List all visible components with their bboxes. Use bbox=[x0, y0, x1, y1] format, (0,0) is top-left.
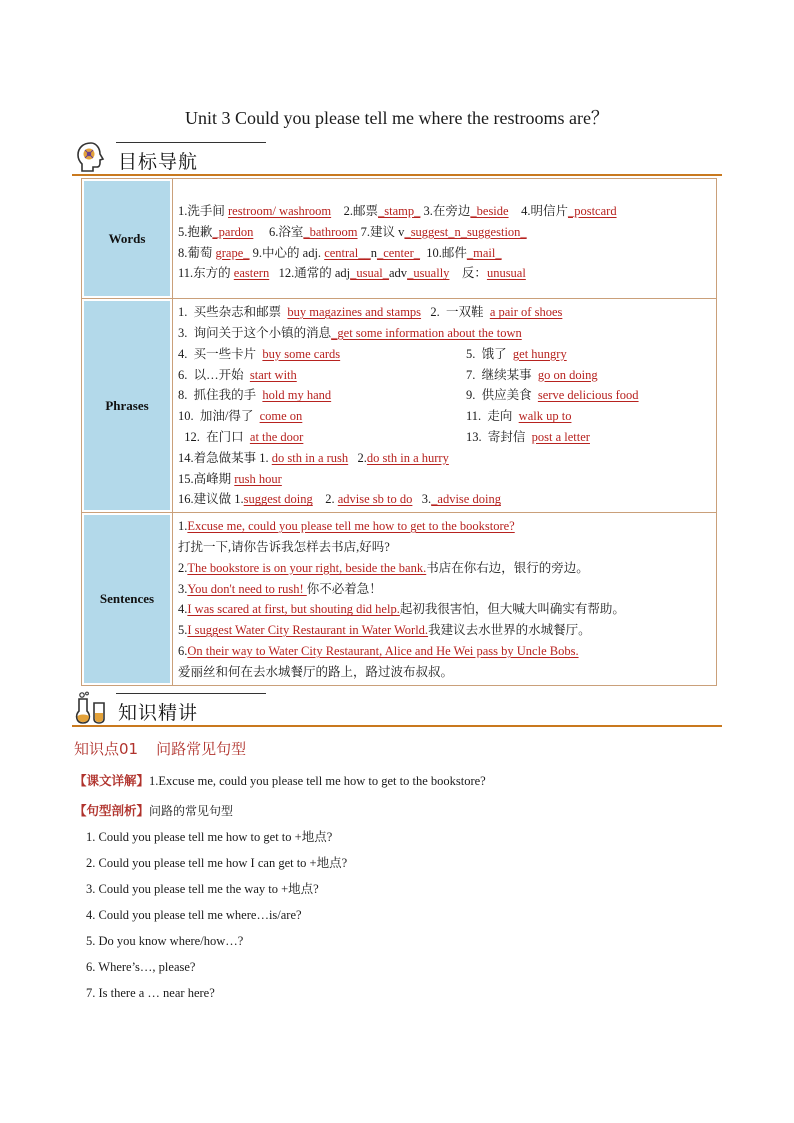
pattern-list bbox=[86, 828, 347, 1010]
row-header-phrases: Phrases bbox=[82, 299, 172, 512]
phrase-column-left bbox=[178, 305, 562, 319]
answer-text: rush hour bbox=[234, 471, 282, 486]
knowledge-point-title: 问路常见句型 bbox=[156, 740, 247, 758]
sentence-line bbox=[178, 579, 712, 600]
flask-icon bbox=[74, 691, 108, 725]
table-row-sentences bbox=[82, 513, 716, 684]
section-title: 目标导航 bbox=[118, 151, 199, 173]
prompt-text: 爱丽丝和何在去水城餐厅的路上，路过波布叔叔。 bbox=[178, 664, 454, 679]
prompt-text: 1.洗手间 bbox=[178, 204, 229, 218]
header-decoration-line bbox=[116, 693, 266, 694]
phrase-column-left bbox=[178, 430, 303, 444]
section-divider bbox=[72, 725, 722, 727]
answer-text: _mail_ bbox=[466, 245, 502, 260]
phrase-line bbox=[178, 427, 712, 448]
phrase-column-left bbox=[178, 368, 297, 382]
answer-text: The bookstore is on your right, beside the bank. bbox=[187, 560, 427, 575]
answer-text: _beside bbox=[470, 204, 509, 218]
row-header-words: Words bbox=[82, 179, 172, 298]
answer-text: _suggest_n_suggestion_ bbox=[404, 224, 527, 239]
phrase-column-left bbox=[178, 409, 302, 423]
phrase-line bbox=[178, 323, 712, 344]
phrase-column-right bbox=[466, 365, 598, 386]
prompt-text: 8.葡萄 bbox=[178, 245, 216, 260]
answer-text: _usually bbox=[407, 266, 450, 281]
phrase-line bbox=[178, 469, 712, 490]
answer-text: hold my hand bbox=[262, 388, 332, 403]
answer-text: advise sb to do bbox=[337, 492, 413, 507]
prompt-text: 14.着急做某事 1. bbox=[178, 450, 272, 465]
phrase-column-right bbox=[466, 385, 639, 406]
prompt-text: 4. bbox=[178, 602, 188, 617]
prompt-text: 9. 供应美食 bbox=[466, 388, 538, 403]
word-line bbox=[178, 222, 712, 243]
section-header-knowledge bbox=[72, 691, 722, 727]
pattern-item: 2. Could you please tell me how I can get to +地点? bbox=[86, 856, 348, 870]
prompt-text: 6.浴室 bbox=[253, 224, 304, 239]
prompt-text: 11.东方的 bbox=[178, 266, 234, 281]
pattern-item: 4. Could you please tell me where…is/are? bbox=[86, 908, 302, 922]
answer-text: do sth in a hurry bbox=[366, 450, 449, 465]
pattern-item: 1. Could you please tell me how to get to +地点? bbox=[86, 830, 333, 844]
word-line bbox=[178, 243, 712, 264]
phrase-column-left bbox=[178, 347, 340, 361]
phrase-column-left bbox=[178, 492, 501, 506]
prompt-text: 6. 以…开始 bbox=[178, 367, 250, 382]
answer-text: at the door bbox=[249, 429, 304, 444]
answer-text: On their way to Water City Restaurant, Alice and He Wei pass by Uncle Bobs. bbox=[187, 643, 579, 658]
prompt-text: 4.明信片 bbox=[508, 204, 568, 218]
answer-text: grape_ bbox=[215, 245, 250, 260]
prompt-text: 2. bbox=[312, 492, 338, 507]
section-divider bbox=[72, 174, 722, 176]
prompt-text: 3. 询问关于这个小镇的消息 bbox=[178, 325, 332, 340]
prompt-text: 10.邮件 bbox=[419, 245, 467, 260]
word-line bbox=[178, 263, 712, 284]
answer-text: unusual bbox=[486, 266, 526, 281]
prompt-text: 3. bbox=[178, 581, 188, 596]
prompt-text: 16.建议做 1. bbox=[178, 492, 244, 507]
prompt-text: n bbox=[370, 245, 377, 260]
answer-text: _get some information about the town bbox=[331, 325, 522, 340]
prompt-text: 7. 继续某事 bbox=[466, 367, 538, 382]
answer-text: start with bbox=[249, 367, 297, 382]
prompt-text: 起初我很害怕，但大喊大叫确实有帮助。 bbox=[399, 602, 625, 617]
vocabulary-table bbox=[81, 178, 717, 686]
phrase-line bbox=[178, 365, 712, 386]
answer-text: get hungry bbox=[512, 346, 567, 361]
brain-icon bbox=[74, 140, 108, 174]
knowledge-point-number: 知识点01 bbox=[74, 740, 139, 758]
phrase-column-left bbox=[178, 472, 282, 486]
row-header-sentences: Sentences bbox=[82, 513, 172, 684]
answer-text: serve delicious food bbox=[537, 388, 639, 403]
prompt-text: 5. bbox=[178, 623, 188, 638]
sentence-line bbox=[178, 641, 712, 683]
table-row-phrases bbox=[82, 299, 716, 513]
phrase-column-left bbox=[178, 451, 449, 465]
answer-text: central__ bbox=[324, 245, 371, 260]
page-title: Unit 3 Could you please tell me where the restrooms are？ bbox=[185, 108, 609, 128]
phrase-column-left bbox=[178, 388, 331, 402]
prompt-text: 12.通常的 adj bbox=[269, 266, 351, 281]
sentence-line bbox=[178, 537, 712, 558]
sentence-analysis-label: 【句型剖析】 bbox=[74, 803, 150, 818]
prompt-text: 1. 买些杂志和邮票 bbox=[178, 305, 288, 320]
answer-text: restroom/ washroom bbox=[228, 204, 332, 218]
answer-text: _bathroom bbox=[303, 224, 358, 239]
answer-text: _postcard bbox=[567, 204, 617, 218]
prompt-text: 你不必着急！ bbox=[306, 581, 382, 596]
pattern-item: 5. Do you know where/how…? bbox=[86, 934, 244, 948]
phrase-line bbox=[178, 302, 712, 323]
sentence-analysis-content: 问路的常见句型 bbox=[149, 804, 234, 818]
knowledge-point-heading bbox=[74, 738, 246, 759]
prompt-text: 11. 走向 bbox=[466, 409, 519, 424]
phrase-column-right bbox=[466, 344, 567, 365]
prompt-text: 2.邮票 bbox=[331, 204, 379, 218]
word-line bbox=[178, 201, 712, 222]
answer-text: eastern bbox=[233, 266, 270, 281]
phrase-line bbox=[178, 406, 712, 427]
text-explanation-label: 【课文详解】 bbox=[74, 773, 150, 788]
answer-text: suggest doing bbox=[243, 492, 313, 507]
phrase-line bbox=[178, 448, 712, 469]
prompt-text: 反： bbox=[449, 266, 487, 281]
answer-text: Excuse me, could you please tell me how to get to the bookstore? bbox=[187, 519, 515, 534]
sentence-line bbox=[178, 620, 712, 641]
prompt-text: 1. bbox=[178, 519, 188, 534]
prompt-text: 5. 饿了 bbox=[466, 346, 513, 361]
prompt-text: 10. 加油/得了 bbox=[178, 409, 260, 424]
sentence-analysis bbox=[74, 801, 233, 819]
prompt-text: 9.中心的 adj. bbox=[249, 245, 325, 260]
prompt-text: 3. bbox=[412, 492, 432, 507]
answer-text: I suggest Water City Restaurant in Water World. bbox=[187, 623, 429, 638]
table-row-words bbox=[82, 179, 716, 299]
prompt-text: 7.建议 v bbox=[357, 224, 405, 239]
answer-text: a pair of shoes bbox=[489, 305, 563, 320]
prompt-text: 2. bbox=[348, 450, 367, 465]
sentence-line bbox=[178, 516, 712, 537]
phrase-line bbox=[178, 344, 712, 365]
prompt-text: 13. 寄封信 bbox=[466, 429, 532, 444]
prompt-text: 15.高峰期 bbox=[178, 471, 235, 486]
prompt-text: 3.在旁边 bbox=[420, 204, 471, 218]
prompt-text: 8. 抓住我的手 bbox=[178, 388, 263, 403]
answer-text: buy magazines and stamps bbox=[287, 305, 422, 320]
sentence-line bbox=[178, 558, 712, 579]
answer-text: do sth in a rush bbox=[271, 450, 349, 465]
text-explanation bbox=[74, 771, 486, 789]
header-decoration-line bbox=[116, 142, 266, 143]
prompt-text: 2. bbox=[178, 560, 188, 575]
prompt-text: adv bbox=[389, 266, 408, 281]
prompt-text: 4. 买一些卡片 bbox=[178, 346, 263, 361]
phrase-column-right bbox=[466, 406, 571, 427]
phrase-column-right bbox=[466, 427, 590, 448]
text-explanation-content: 1.Excuse me, could you please tell me how to get to the bookstore? bbox=[149, 774, 486, 788]
prompt-text: 12. 在门口 bbox=[178, 429, 250, 444]
answer-text: _center_ bbox=[376, 245, 420, 260]
section-title: 知识精讲 bbox=[118, 702, 199, 724]
prompt-text: 打扰一下,请你告诉我怎样去书店,好吗? bbox=[178, 539, 390, 554]
prompt-text: 书店在你右边，银行的旁边。 bbox=[426, 560, 589, 575]
words-content bbox=[172, 179, 716, 298]
phrase-line bbox=[178, 385, 712, 406]
prompt-text: 5.抱歉 bbox=[178, 224, 213, 239]
answer-text: post a letter bbox=[531, 429, 590, 444]
sentences-content bbox=[172, 513, 716, 684]
answer-text: _usual_ bbox=[350, 266, 389, 281]
answer-text: _stamp_ bbox=[378, 204, 421, 218]
phrase-column-left bbox=[178, 326, 522, 340]
pattern-item: 3. Could you please tell me the way to +地点? bbox=[86, 882, 319, 896]
section-header-goals bbox=[72, 140, 722, 176]
answer-text: buy some cards bbox=[262, 346, 341, 361]
answer-text: _pardon bbox=[212, 224, 254, 239]
prompt-text: 6. bbox=[178, 643, 188, 658]
pattern-item: 6. Where’s…, please? bbox=[86, 960, 196, 974]
phrases-content bbox=[172, 299, 716, 512]
answer-text: come on bbox=[259, 409, 303, 424]
phrase-line bbox=[178, 489, 712, 510]
answer-text: go on doing bbox=[537, 367, 598, 382]
answer-text: I was scared at first, but shouting did help. bbox=[187, 602, 400, 617]
pattern-item: 7. Is there a … near here? bbox=[86, 986, 215, 1000]
prompt-text: 我建议去水世界的水城餐厅。 bbox=[428, 623, 591, 638]
prompt-text: 2. 一双鞋 bbox=[421, 305, 490, 320]
answer-text: walk up to bbox=[518, 409, 572, 424]
sentence-line bbox=[178, 599, 712, 620]
answer-text: _advise doing bbox=[431, 492, 501, 507]
answer-text: You don't need to rush! bbox=[187, 581, 307, 596]
